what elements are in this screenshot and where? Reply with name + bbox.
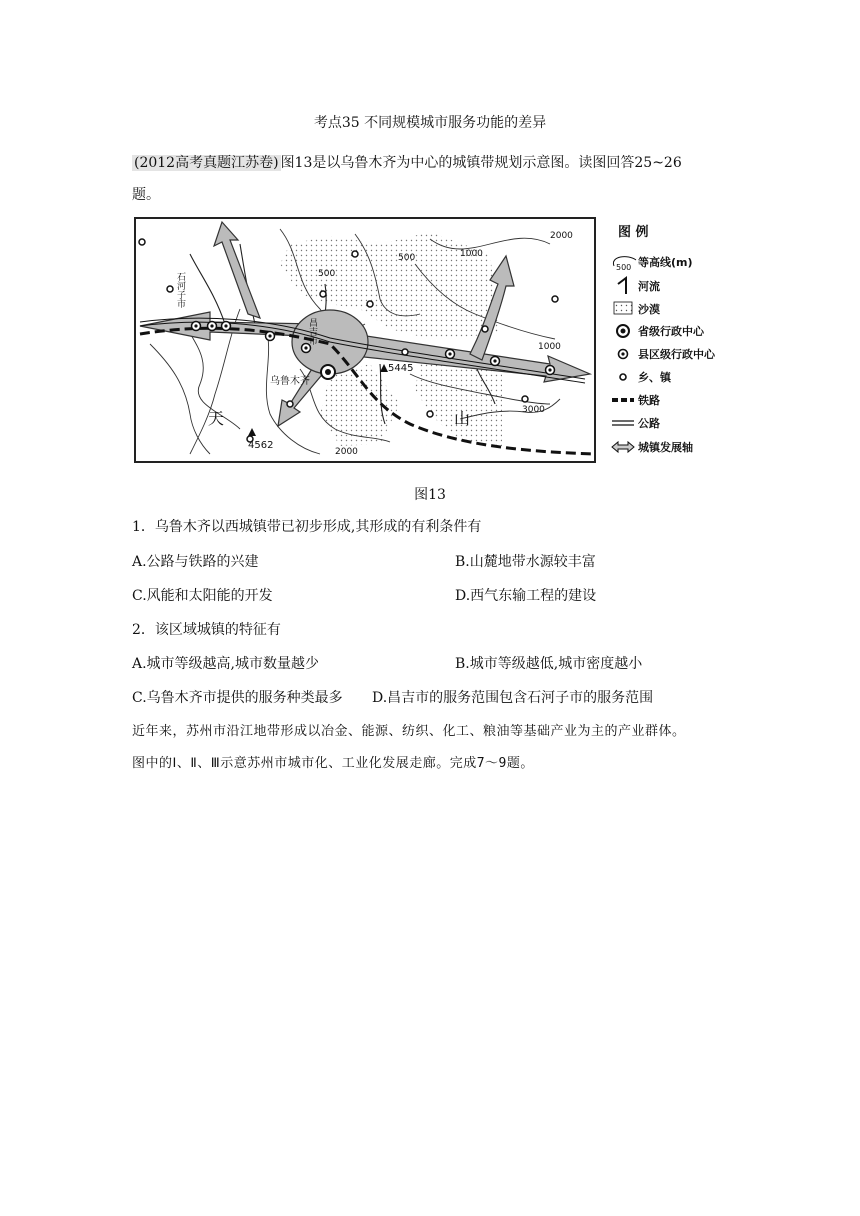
town-icon xyxy=(620,374,626,380)
urumqi-marker xyxy=(321,365,335,379)
shan-label: 山 xyxy=(454,409,471,428)
question-2-stem: 2．该区域城镇的特征有 xyxy=(132,622,281,638)
contour-1000b-label: 1000 xyxy=(538,342,561,352)
page-title: 考点35 不同规模城市服务功能的差异 xyxy=(313,115,547,131)
q1-option-c: C.风能和太阳能的开发 xyxy=(132,588,273,604)
urumqi-label: 乌鲁木齐 xyxy=(270,376,310,387)
legend-county-label: 县区级行政中心 xyxy=(638,348,715,361)
legend-river-label: 河流 xyxy=(638,280,660,293)
contour-2000b-label: 2000 xyxy=(335,447,358,457)
contour-2000-label: 2000 xyxy=(550,231,573,241)
river-icon xyxy=(618,278,626,294)
intro-text: 图13是以乌鲁木齐为中心的城镇带规划示意图。读图回答25~26 xyxy=(280,155,682,171)
intro-paragraph xyxy=(132,147,732,211)
legend-contour-label: 等高线(m) xyxy=(638,256,693,269)
source-tag: (2012高考真题江苏卷) xyxy=(134,155,279,171)
highway-icon xyxy=(612,421,634,425)
q1-option-b: B.山麓地带水源较丰富 xyxy=(455,554,596,570)
changji-label: 昌吉市 xyxy=(307,318,317,345)
figure-caption: 图13 xyxy=(414,487,446,503)
town-belt-map xyxy=(130,214,715,464)
peak-5445-label: 5445 xyxy=(388,363,414,374)
contour-3000-label: 3000 xyxy=(522,405,545,415)
tian-label: 天 xyxy=(208,409,225,428)
q2-option-b: B.城市等级越低,城市密度越小 xyxy=(455,656,643,672)
legend-railway-label: 铁路 xyxy=(638,394,660,407)
peak-4562-label: 4562 xyxy=(248,440,274,451)
q2-option-c: C.乌鲁木齐市提供的服务种类最多 xyxy=(132,690,343,706)
axis-arrow-icon xyxy=(612,442,634,452)
shihezi-label: 石河子市 xyxy=(175,272,185,308)
contour-500-label: 500 xyxy=(318,269,336,279)
q1-option-a: A.公路与铁路的兴建 xyxy=(132,554,259,570)
contour-sample: 500 xyxy=(616,263,632,272)
desert-icon xyxy=(614,302,632,314)
legend-provincial-label: 省级行政中心 xyxy=(638,325,704,338)
legend-desert-label: 沙漠 xyxy=(638,303,660,316)
contour-500b-label: 500 xyxy=(398,253,416,263)
intro-text-cont: 题。 xyxy=(132,187,160,203)
q1-option-d: D.西气东输工程的建设 xyxy=(455,588,597,604)
question-1-stem: 1．乌鲁木齐以西城镇带已初步形成,其形成的有利条件有 xyxy=(132,519,482,535)
legend-axis-label: 城镇发展轴 xyxy=(638,441,693,454)
paragraph-line-2: 图中的Ⅰ、Ⅱ、Ⅲ示意苏州市城市化、工业化发展走廊。完成7～9题。 xyxy=(132,756,534,771)
q2-option-a: A.城市等级越高,城市数量越少 xyxy=(132,656,320,672)
contour-1000-label: 1000 xyxy=(460,249,483,259)
q2-option-d: D.昌吉市的服务范围包含石河子市的服务范围 xyxy=(372,690,654,706)
legend-highway-label: 公路 xyxy=(638,417,660,430)
legend-title: 图 例 xyxy=(618,225,649,240)
legend-town-label: 乡、镇 xyxy=(638,371,671,384)
map-legend xyxy=(612,224,716,454)
provincial-center-icon xyxy=(617,325,629,337)
paragraph-line-1: 近年来，苏州市沿江地带形成以冶金、能源、纺织、化工、粮油等基础产业为主的产业群体。 xyxy=(132,724,686,739)
county-center-icon xyxy=(619,350,628,359)
